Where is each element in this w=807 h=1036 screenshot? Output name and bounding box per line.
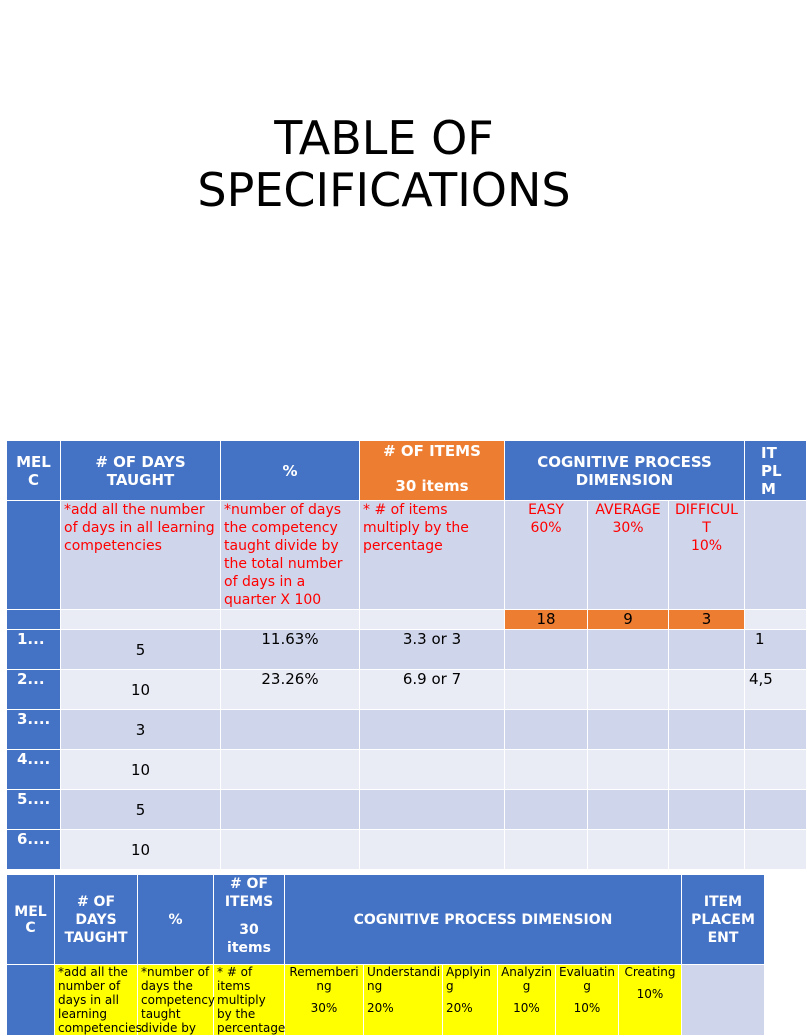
header-melc: MEL C <box>7 441 61 501</box>
empty-cell <box>505 630 588 670</box>
empty-cell <box>745 710 807 750</box>
note-items: * # of items multiply by the percentage <box>360 501 505 610</box>
level-understanding: Understandi ng 20% <box>364 965 443 1036</box>
table-row <box>7 750 807 790</box>
empty-cell <box>360 790 505 830</box>
melc-cell: 1... <box>7 630 61 670</box>
level-difficult: DIFFICUL T 10% <box>669 501 745 610</box>
empty-cell <box>669 710 745 750</box>
empty-cell <box>669 750 745 790</box>
count-row-blank <box>745 610 807 630</box>
percent-cell: 11.63% <box>221 630 360 670</box>
empty-cell <box>669 790 745 830</box>
table-row <box>7 830 807 870</box>
header2-percent: % <box>138 875 214 965</box>
empty-cell <box>505 710 588 750</box>
placement-cell: 1 <box>745 630 807 670</box>
level-applying: Applyin g 20% <box>443 965 498 1036</box>
melc-cell: 4.... <box>7 750 61 790</box>
empty-cell <box>588 750 669 790</box>
note-percent: *number of days the competency taught divide by the total number of days in a quarter X 100 <box>221 501 360 610</box>
count-row-blank <box>221 610 360 630</box>
empty-cell <box>360 830 505 870</box>
empty-cell <box>588 710 669 750</box>
empty-cell <box>505 750 588 790</box>
days-cell: 10 <box>61 830 221 870</box>
header2-cognitive-process: COGNITIVE PROCESS DIMENSION <box>285 875 682 965</box>
count-difficult: 3 <box>669 610 745 630</box>
header2-melc: MEL C <box>7 875 55 965</box>
melc-cell: 6.... <box>7 830 61 870</box>
days-cell: 3 <box>61 710 221 750</box>
empty-cell <box>745 750 807 790</box>
level-analyzing: Analyzin g 10% <box>498 965 556 1036</box>
title-line-2: SPECIFICATIONS <box>197 163 571 217</box>
empty-cell <box>360 710 505 750</box>
melc-cell: 5.... <box>7 790 61 830</box>
note2-items: * # of items multiply by the percentage <box>214 965 285 1036</box>
level-average: AVERAGE 30% <box>588 501 669 610</box>
empty-cell <box>669 630 745 670</box>
table-row <box>7 710 807 750</box>
days-cell: 5 <box>61 790 221 830</box>
title-line-1: TABLE OF <box>274 111 494 165</box>
table-row <box>7 630 807 670</box>
note2-days: *add all the number of days in all learning competencies <box>55 965 138 1036</box>
empty-cell <box>221 710 360 750</box>
empty-cell <box>221 830 360 870</box>
empty-cell <box>505 670 588 710</box>
note2-melc-cell <box>7 965 55 1036</box>
level-evaluating: Evaluatin g 10% <box>556 965 619 1036</box>
days-cell: 5 <box>61 630 221 670</box>
specification-table-2 <box>6 874 764 1035</box>
empty-cell <box>745 830 807 870</box>
table-row <box>7 790 807 830</box>
header-percent: % <box>221 441 360 501</box>
count-average: 9 <box>588 610 669 630</box>
count-row-melc <box>7 610 61 630</box>
empty-cell <box>221 750 360 790</box>
header-cognitive-process: COGNITIVE PROCESS DIMENSION <box>505 441 745 501</box>
placement-cell: 4,5 <box>745 670 807 710</box>
level-creating: Creating 10% <box>619 965 682 1036</box>
empty-cell <box>669 830 745 870</box>
empty-cell <box>588 790 669 830</box>
empty-cell <box>360 750 505 790</box>
empty-cell <box>505 790 588 830</box>
items-cell: 6.9 or 7 <box>360 670 505 710</box>
header-days-taught: # OF DAYS TAUGHT <box>61 441 221 501</box>
count-row-blank <box>61 610 221 630</box>
note2-percent: *number of days the competency taught divide by <box>138 965 214 1036</box>
note-melc-cell <box>7 501 61 610</box>
days-cell: 10 <box>61 750 221 790</box>
empty-cell <box>588 630 669 670</box>
slide-title <box>0 112 768 216</box>
melc-cell: 3.... <box>7 710 61 750</box>
note-days: *add all the number of days in all learning competencies <box>61 501 221 610</box>
header2-items: # OF ITEMS 30 items <box>214 875 285 965</box>
header-item-placement: IT PL M <box>745 441 807 501</box>
count-easy: 18 <box>505 610 588 630</box>
empty-cell <box>505 830 588 870</box>
items-cell: 3.3 or 3 <box>360 630 505 670</box>
empty-cell <box>588 670 669 710</box>
melc-cell: 2... <box>7 670 61 710</box>
level-remembering: Rememberi ng 30% <box>285 965 364 1036</box>
count-row-blank <box>360 610 505 630</box>
header2-item-placement: ITEM PLACEM ENT <box>682 875 765 965</box>
empty-cell <box>588 830 669 870</box>
specification-table-1 <box>6 440 782 868</box>
note-placement-cell <box>745 501 807 610</box>
level-easy: EASY 60% <box>505 501 588 610</box>
note2-placement-cell <box>682 965 765 1036</box>
empty-cell <box>745 790 807 830</box>
table-row <box>7 670 807 710</box>
empty-cell <box>669 670 745 710</box>
days-cell: 10 <box>61 670 221 710</box>
header2-days-taught: # OF DAYS TAUGHT <box>55 875 138 965</box>
header-items: # OF ITEMS 30 items <box>360 441 505 501</box>
percent-cell: 23.26% <box>221 670 360 710</box>
empty-cell <box>221 790 360 830</box>
